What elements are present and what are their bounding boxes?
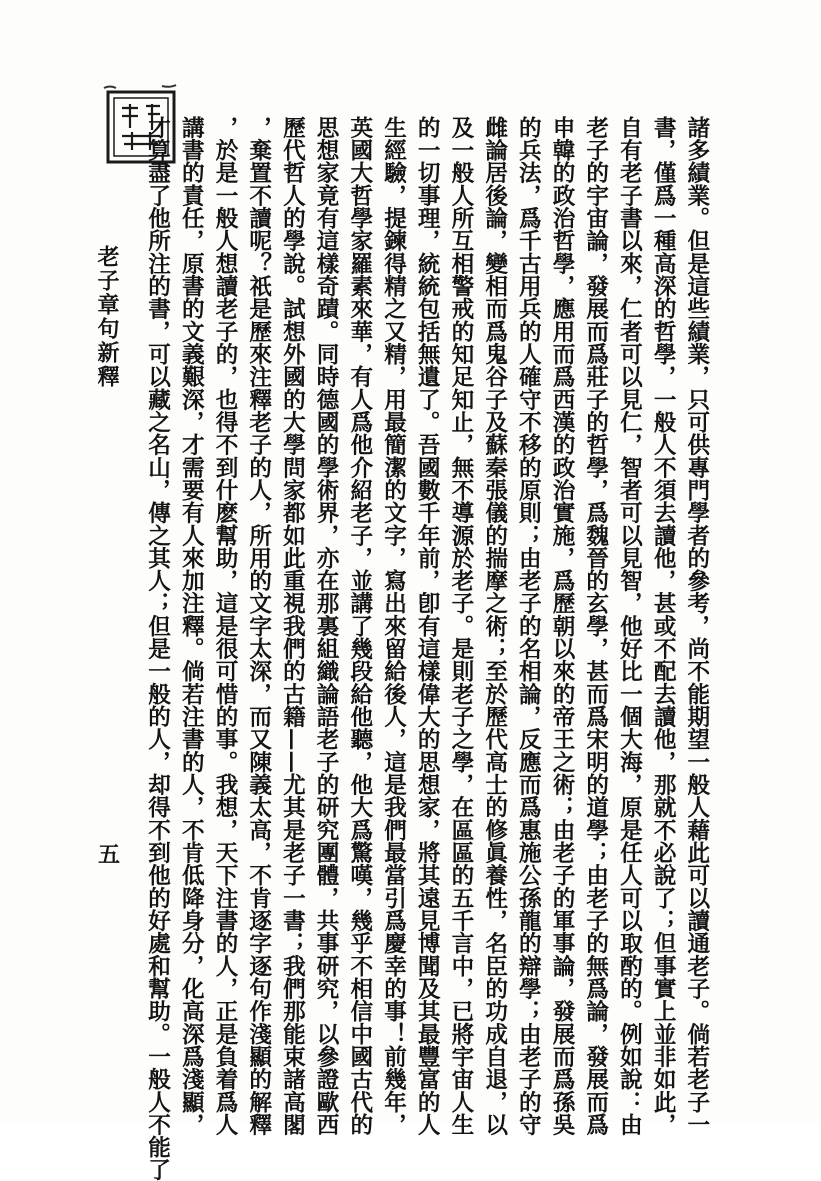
text-column: ，棄置不讀呢？祇是歷來注釋老子的人，所用的文字太深，而又陳義太高，不肯逐字逐句作淺顯的解釋 xyxy=(245,116,272,1136)
text-column: 老子的宇宙論，發展而爲莊子的哲學，爲魏晉的玄學，甚而爲宋明的道學；由老子的無爲論，發展而爲 xyxy=(582,116,609,1136)
body-text xyxy=(144,116,710,1181)
text-column: 及一般人所互相警戒的知足知止，無不導源於老子。是則老子之學，在區區的五千言中，已將宇宙人生 xyxy=(447,116,474,1136)
text-column: ，於是一般人想讀老子的，也得不到什麽幫助，這是很可惜的事。我想，天下注書的人，正是負着爲人 xyxy=(212,116,238,1136)
text-column: 的一切事理，統統包括無遺了。吾國數千年前，卽有這樣偉大的思想家，將其遠見博聞及其最豐富的人 xyxy=(414,116,441,1136)
text-column: 才算盡了他所注的書，可以藏之名山，傳之其人；但是一般的人，却得不到他的好處和幫助。一般人不能了 xyxy=(144,116,171,1181)
text-column: 申韓的政治哲學，應用而爲西漢的政治實施，爲歷朝以來的帝王之術；由老子的軍事論，發展而爲孫吳 xyxy=(549,116,576,1136)
text-column: 思想家竟有這樣奇蹟。同時德國的學術界，亦在那裏組織論語老子的研究團體，共事研究，以參證歐西 xyxy=(313,116,340,1136)
text-column: 生經驗，提鍊得精之又精，用最簡潔的文字，寫出來留給後人，這是我們最當引爲慶幸的事！前幾年， xyxy=(380,116,407,1136)
text-column: 講書的責任，原書的文義艱深，才需要有人來加注釋。倘若注書的人，不肯低降身分，化高深爲淺顯， xyxy=(178,116,205,1136)
text-column: 自有老子書以來，仁者可以見仁，智者可以見智，他好比一個大海，原是任人可以取酌的。例如說：由 xyxy=(616,116,643,1136)
text-column: 的兵法，爲千古用兵的人確守不移的原則；由老子的名相論，反應而爲惠施公孫龍的辯學；由老子的守 xyxy=(515,116,542,1136)
text-column: 書，僅爲一種高深的哲學，一般人不須去讀他，甚或不配去讀他，那就不必說了；但事實上並非如此， xyxy=(650,116,677,1136)
page-number: 五 xyxy=(98,842,121,868)
text-column: 歷代哲人的學說。試想外國的大學問家都如此重視我們的古籍——尤其是老子一書；我們那能束諸高閣 xyxy=(279,116,306,1136)
text-column: 英國大哲學家羅素來華，有人爲他介紹老子，並講了幾段給他聽，他大爲驚嘆，幾乎不相信中國古代的 xyxy=(346,116,373,1136)
running-head: 老子章句新釋 xyxy=(94,245,120,389)
text-column: 雌論居後論，變相而爲鬼谷子及蘇秦張儀的揣摩之術；至於歷代高士的修眞養性，名臣的功成自退，以 xyxy=(481,116,508,1136)
text-column: 諸多績業。但是這些績業，只可供專門學者的參考，尚不能期望一般人藉此可以讀通老子。倘若老子一 xyxy=(683,116,710,1136)
